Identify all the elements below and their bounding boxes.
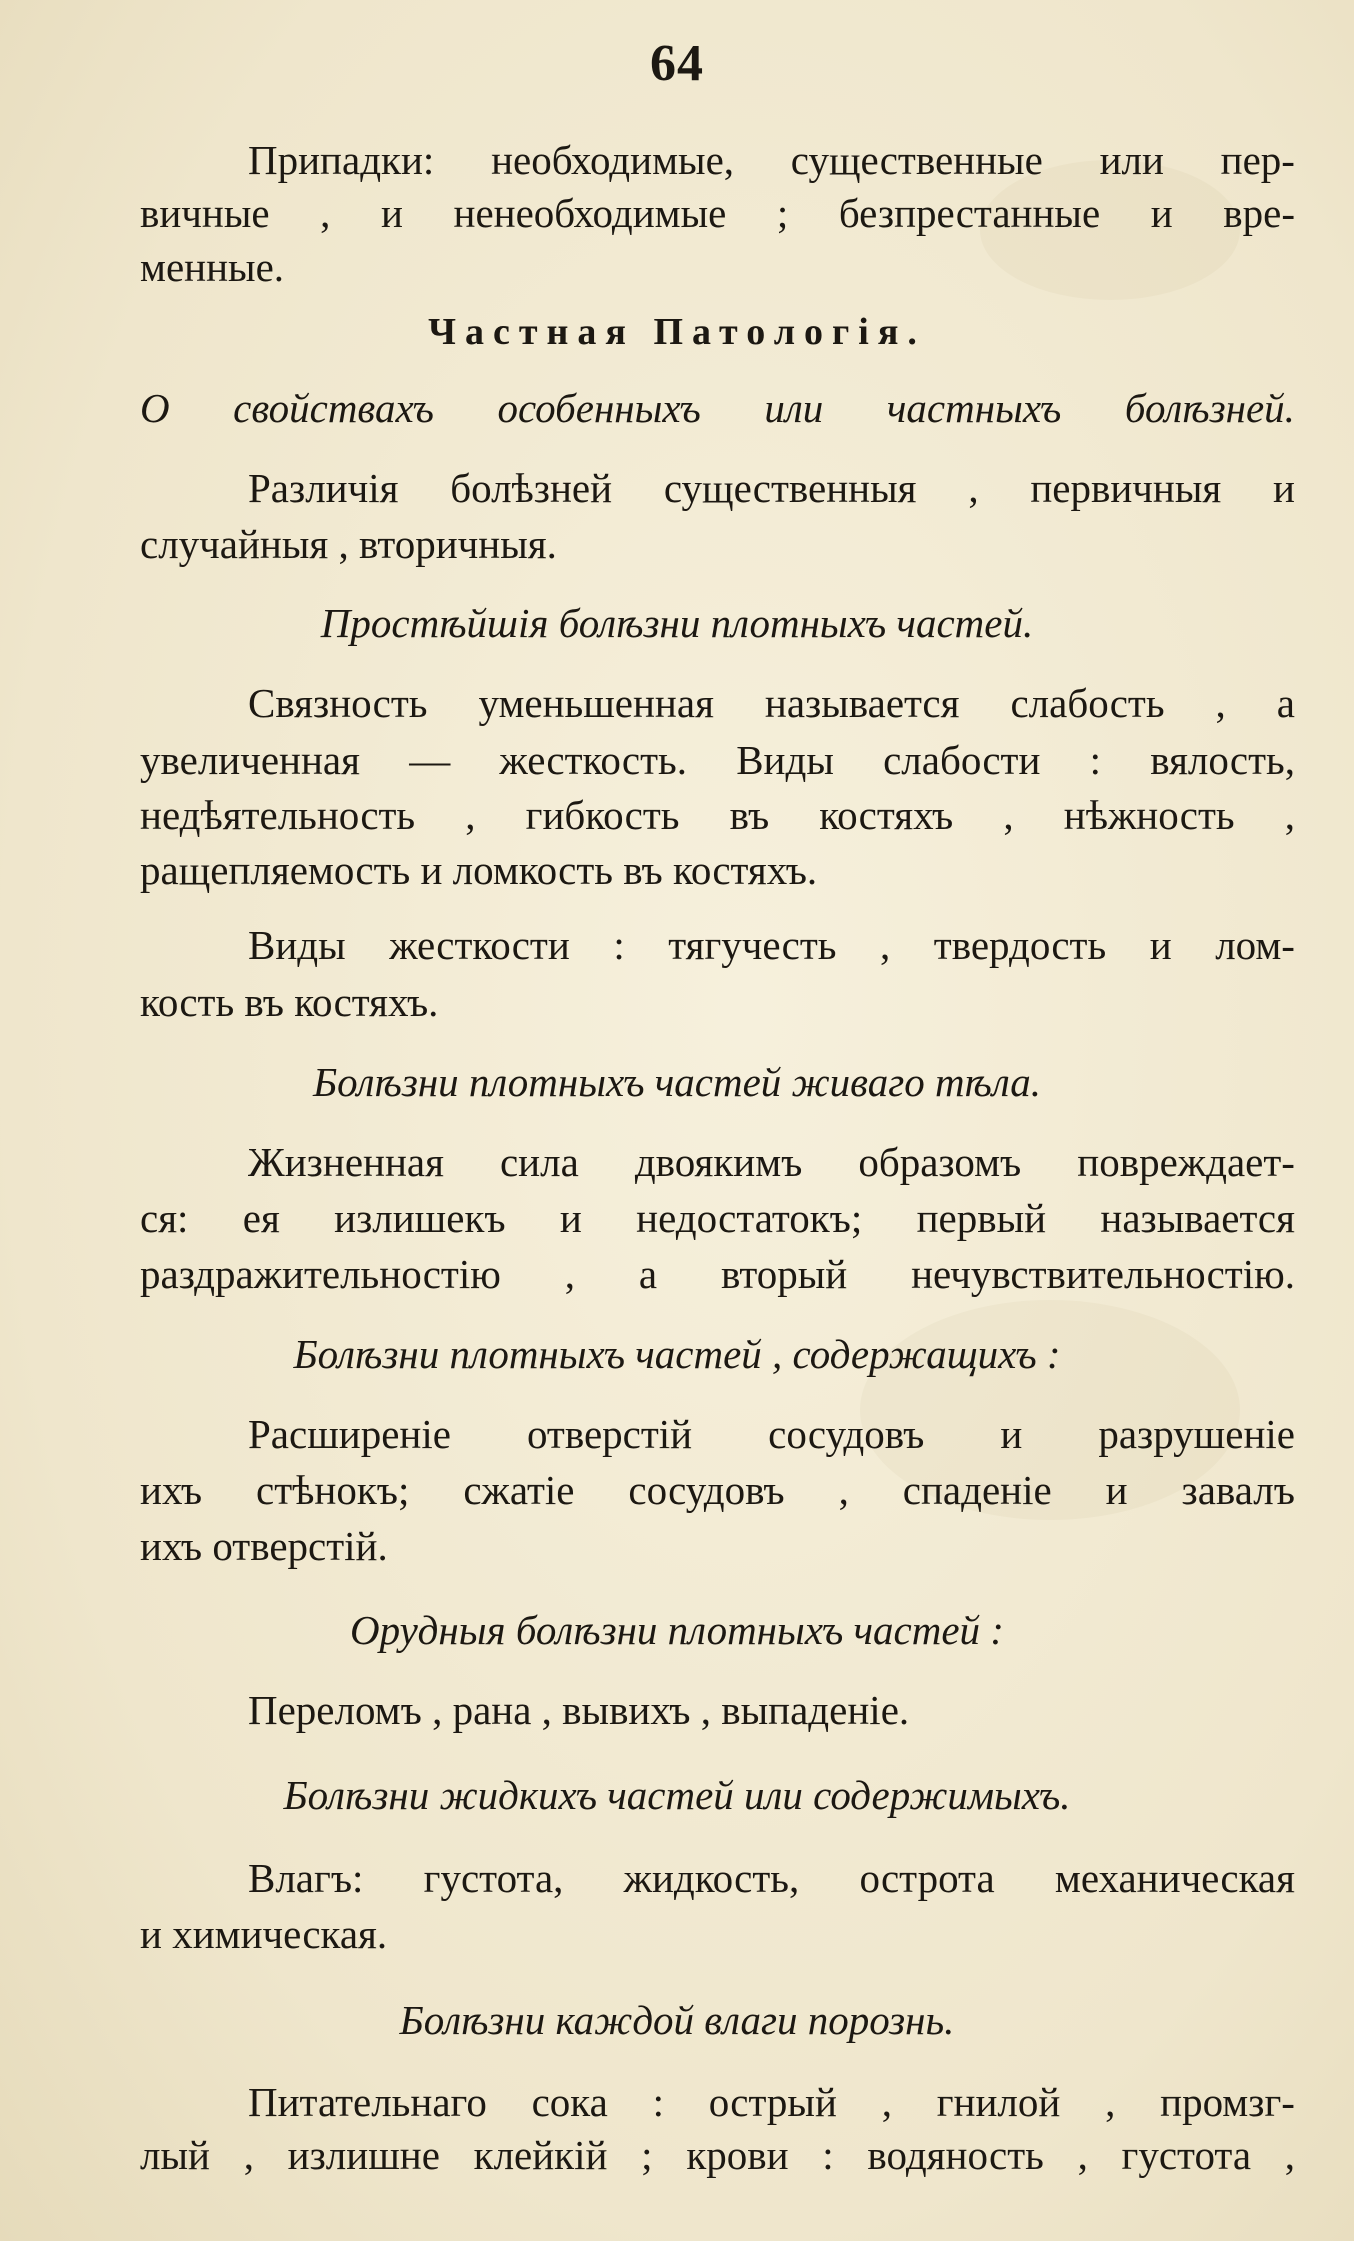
page-number: 64 <box>650 35 704 92</box>
text-line: недѣятельность , гибкость въ костяхъ , нѣжность , <box>140 792 1295 838</box>
subheading: Болѣзни плотныхъ частей живаго тѣла. <box>312 1059 1042 1105</box>
text-line: Различія болѣзней существенныя , первичныя и <box>248 465 1295 511</box>
text-line: ихъ отверстій. <box>140 1523 388 1569</box>
text-line: лый , излишне клейкій ; крови : водяность , густота , <box>140 2132 1295 2178</box>
section-heading: Частная Патологія. <box>428 311 926 353</box>
text-line: и химическая. <box>140 1911 388 1957</box>
text-line: Припадки: необходимые, существенные или пер- <box>248 137 1295 183</box>
subheading: Болѣзни каждой влаги порознь. <box>399 1997 955 2043</box>
text-line: Расширеніе отверстій сосудовъ и разрушеніе <box>248 1411 1295 1457</box>
text-line: ращепляемость и ломкость въ костяхъ. <box>140 847 818 893</box>
text-line: Переломъ , рана , вывихъ , выпаденіе. <box>248 1687 910 1733</box>
subheading: О свойствахъ особенныхъ или частныхъ болѣзней. <box>140 385 1295 431</box>
text-line: ся: ея излишекъ и недостатокъ; первый называется <box>140 1195 1295 1241</box>
subheading: Болѣзни жидкихъ частей или содержимыхъ. <box>283 1772 1071 1818</box>
text-line: Виды жесткости : тягучесть , твердость и лом- <box>248 922 1295 968</box>
text-line: Связность уменьшенная называется слабость , а <box>248 680 1295 726</box>
subheading: Орудныя болѣзни плотныхъ частей : <box>350 1607 1004 1653</box>
text-line: случайныя , вторичныя. <box>140 521 557 567</box>
text-line: увеличенная — жесткость. Виды слабости : вялость, <box>140 737 1295 783</box>
text-line: Жизненная сила двоякимъ образомъ повреждает- <box>248 1139 1295 1185</box>
subheading: Болѣзни плотныхъ частей , содержащихъ : <box>293 1331 1061 1377</box>
text-line: раздражительностію , а вторый нечувствительностію. <box>140 1251 1295 1297</box>
text-line: Питательнаго сока : острый , гнилой , промзг- <box>248 2079 1295 2125</box>
subheading: Простѣйшія болѣзни плотныхъ частей. <box>320 600 1034 646</box>
text-line: ихъ стѣнокъ; сжатіе сосудовъ , спаденіе и завалъ <box>140 1467 1295 1513</box>
text-line: менные. <box>140 244 285 290</box>
text-line: вичные , и ненеобходимые ; безпрестанные и вре- <box>140 190 1295 236</box>
text-line: кость въ костяхъ. <box>140 979 439 1025</box>
text-line: Влагъ: густота, жидкость, острота механическая <box>248 1855 1295 1901</box>
